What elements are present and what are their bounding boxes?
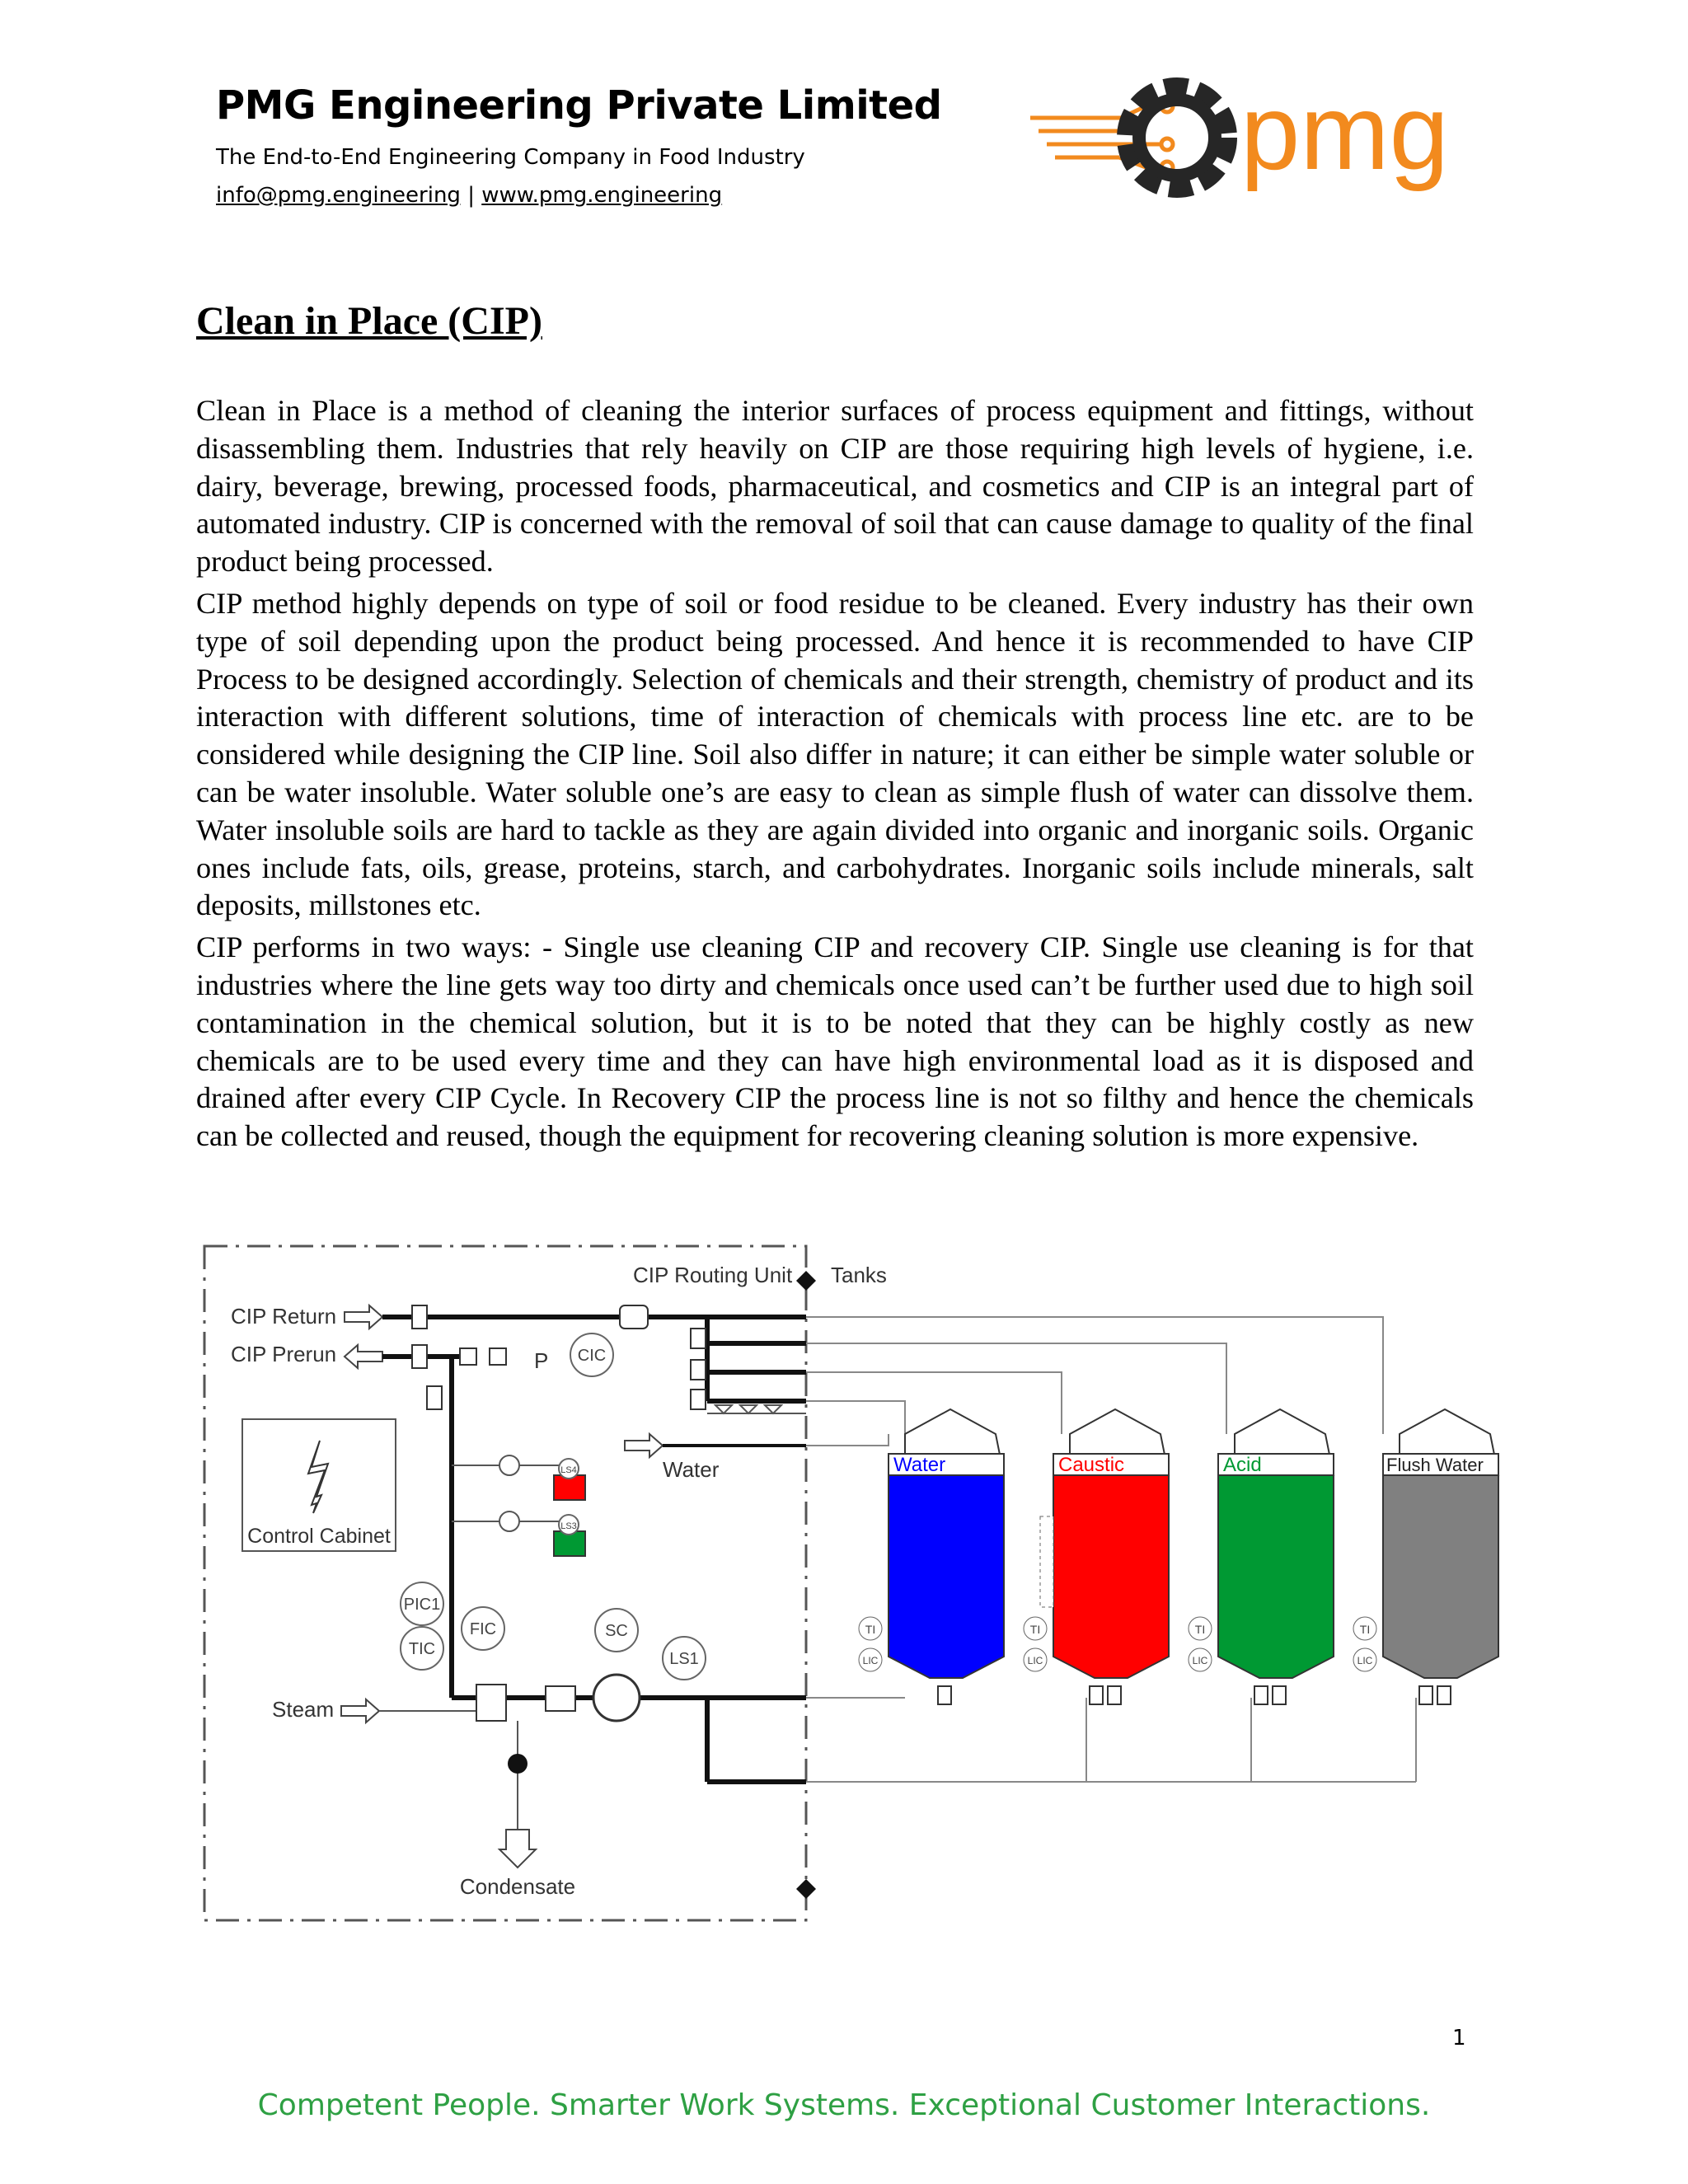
ls4-label: LS4 [560,1465,577,1475]
pmg-logo [1030,62,1459,210]
steam-label: Steam [272,1697,335,1722]
website-link[interactable]: www.pmg.engineering [481,183,723,208]
tank-water-label: Water [893,1454,946,1476]
tank-water-lic: LIC [862,1655,879,1666]
filter [546,1686,575,1711]
tank-flush-ti: TI [1359,1623,1371,1636]
tank-acid-ti: TI [1194,1623,1206,1636]
footer-slogan: Competent People. Smarter Work Systems. Exceptional Customer Interactions. [257,2088,1431,2122]
tank-acid-lic: LIC [1192,1655,1208,1666]
body-text [196,392,1474,1160]
routing-marker-icon [796,1271,816,1291]
spray-valve-manifold [707,1405,806,1413]
tank-flush-water-label: Flush Water [1386,1455,1484,1475]
sc-label: SC [605,1622,628,1640]
steam-arrow-icon [341,1699,379,1722]
tank-caustic-ti: TI [1029,1623,1041,1636]
page-title: Clean in Place (CIP) [196,299,542,343]
tank-water-ti: TI [865,1623,876,1636]
tank-outlet-valves [938,1686,1451,1704]
tank-water [859,1409,1004,1678]
fic-label: FIC [469,1620,497,1638]
tank-caustic [1024,1409,1169,1678]
condensate-label: Condensate [459,1874,576,1899]
water-inlet-arrow-icon [625,1434,663,1457]
cip-return-arrow-icon [345,1305,382,1329]
email-link[interactable]: info@pmg.engineering [216,183,461,208]
contact-separator: | [467,183,475,208]
tank-acid-label: Acid [1223,1454,1262,1476]
page-number: 1 [1452,2026,1466,2050]
pic1-label: PIC1 [403,1596,441,1614]
company-tagline: The End-to-End Engineering Company in Food Industry [216,145,805,170]
tanks-label: Tanks [831,1263,887,1287]
gear-icon [1129,90,1225,185]
pressure-label: P [534,1348,549,1373]
paragraph-3: CIP performs in two ways: - Single use cleaning CIP and recovery CIP. Single use cleaning is for that industries where the line gets way too dirty and chemicals once used can’t be further used due to high soil contamination in the chemical solution, but it is to be noted that they can be highly costly as new chemicals are to be used every time and they can have high environmental load as it is disposed and drained after every CIP Cycle. In Recovery CIP the process line is not so filthy and hence the chemicals can be collected and reused, though the equipment for recovering cleaning solution is more expensive. [196,930,1474,1153]
tank-caustic-label: Caustic [1058,1454,1125,1476]
company-name: PMG Engineering Private Limited [216,82,942,129]
logo-text: pmg [1240,72,1449,192]
tank-flush-water [1353,1409,1498,1678]
heat-exchanger [476,1685,506,1721]
cip-prerun-label: CIP Prerun [231,1342,337,1366]
cip-pump [593,1675,640,1721]
cip-process-diagram [196,1236,1531,1929]
tank-acid [1189,1409,1334,1678]
condensate-arrow-icon [499,1830,536,1868]
contact-line [216,183,722,208]
ls1-label: LS1 [669,1650,699,1668]
paragraph-2: CIP method highly depends on type of soil or food residue to be cleaned. Every industry has their own type of soil depending upon the product being processed. And hence it is recommended to have CIP Process to be designed accordingly. Selection of chemicals and their strength, chemistry of product and its interaction with different solutions, time of interaction of chemicals with process line etc. are to be considered while designing the CIP line. Soil also differ in nature; it can either be simple water soluble or can be water insoluble. Water soluble one’s are easy to clean as simple flush of water can dissolve them. Water insoluble soils are hard to tackle as they are again divided into organic and inorganic soils. Organic ones include fats, oils, grease, proteins, starch, and carbohydrates. Inorganic soils include minerals, salt deposits, millstones etc. [196,586,1474,922]
ls3-label: LS3 [560,1521,577,1531]
cip-routing-unit-label: CIP Routing Unit [633,1263,793,1287]
tic-label: TIC [408,1640,436,1658]
tank-caustic-lic: LIC [1027,1655,1043,1666]
cip-prerun-arrow-icon [345,1345,382,1368]
boundary-marker-icon [796,1879,816,1899]
cip-return-label: CIP Return [231,1304,337,1329]
control-cabinet-label: Control Cabinet [247,1525,391,1548]
paragraph-1: Clean in Place is a method of cleaning the interior surfaces of process equipment and fittings, without disassembling them. Industries that rely heavily on CIP are those requiring high levels of hygiene, i.e. dairy, beverage, brewing, processed foods, pharmaceutical, and cosmetics and CIP is an integral part of automated industry. CIP is concerned with the removal of soil that can cause damage to quality of the final product being processed. [196,394,1474,579]
tank-flush-lic: LIC [1357,1655,1373,1666]
steam-trap [508,1754,528,1774]
water-inlet-label: Water [663,1457,720,1482]
cic-label: CIC [577,1347,607,1365]
